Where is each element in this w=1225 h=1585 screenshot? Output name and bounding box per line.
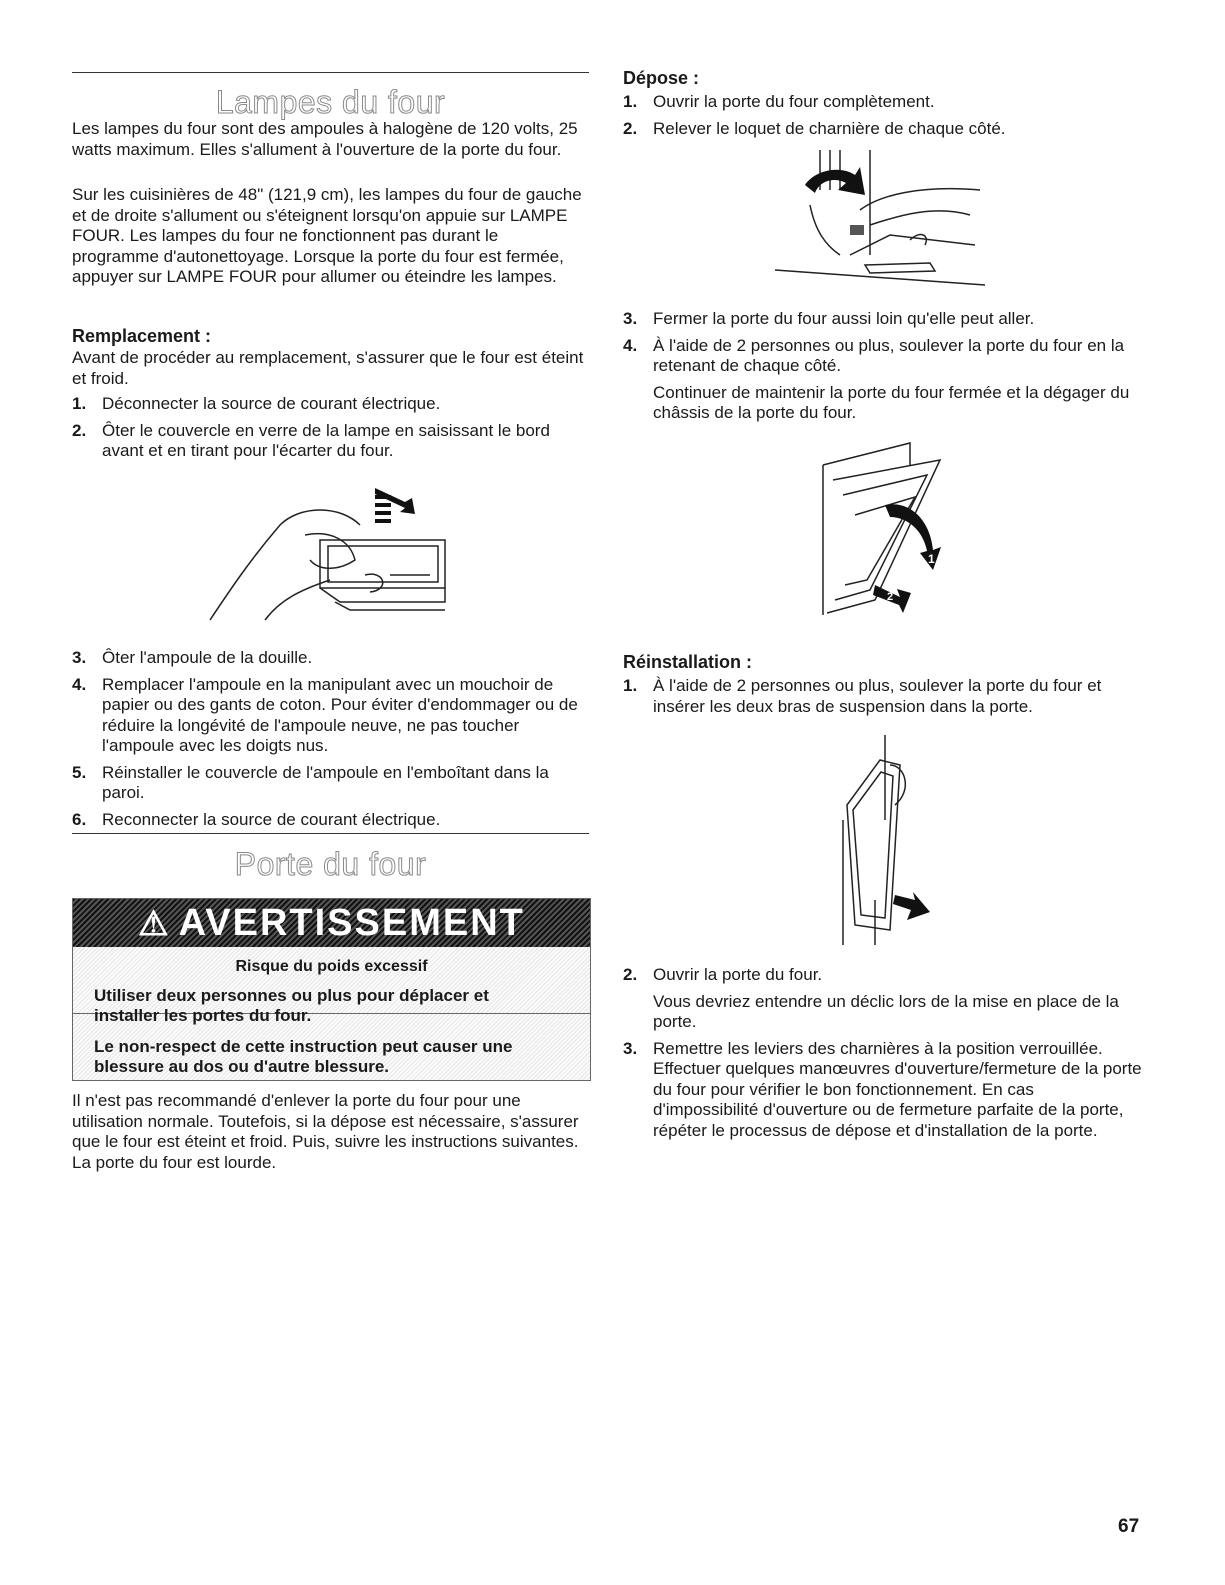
list-item: 4. Remplacer l'ampoule en la manipulant avec un mouchoir de papier ou des gants de coton. Pour éviter d'endommager ou de réduire la longévité de l'ampoule neuve, ne pas toucher l'ampoule avec les doigts nus. bbox=[72, 674, 578, 755]
list-item: 6. Reconnecter la source de courant électrique. bbox=[72, 809, 441, 829]
list-item: 2. Ouvrir la porte du four. bbox=[623, 965, 823, 984]
lamp-cover-illustration bbox=[190, 480, 460, 625]
warning-line-2-text: Le non-respect de cette instruction peut causer une blessure au dos ou d'autre blessure. bbox=[94, 1037, 513, 1076]
list-item: 1. À l'aide de 2 personnes ou plus, soulever la porte du four et insérer les deux bras de suspension dans la porte. bbox=[623, 676, 1102, 716]
hinge-latch-illustration bbox=[770, 145, 995, 290]
replacement-steps-a bbox=[72, 394, 589, 462]
removal-steps-a bbox=[623, 92, 1143, 139]
warning-title: Risque du poids excessif bbox=[235, 958, 428, 975]
list-item: 2. Relever le loquet de charnière de chaque côté. bbox=[623, 118, 1006, 138]
removal-steps-b bbox=[623, 309, 1143, 424]
warning-triangle-icon: ⚠ bbox=[138, 905, 171, 943]
hanger-arm-illustration bbox=[835, 730, 935, 950]
list-item: 1. Ouvrir la porte du four complètement. bbox=[623, 92, 935, 111]
section-title-lampes: Lampes du four bbox=[215, 84, 446, 120]
list-item: 3. Remettre les leviers des charnières à la position verrouillée. Effectuer quelques manœuvres d'ouverture/fermeture de la porte du four pour vérifier le bon fonctionnement. En cas d'impossibilité d'ouverture ou de fermeture parfaite de la porte, répéter le processus de dépose et d'installation de la porte. bbox=[623, 1038, 1142, 1140]
list-item: 4. À l'aide de 2 personnes ou plus, soulever la porte du four en la retenant de chaque côté. bbox=[623, 335, 1125, 375]
removal-note: Continuer de maintenir la porte du four fermée et la dégager du châssis de la porte du four. bbox=[653, 382, 1130, 422]
door-intro-paragraph: Il n'est pas recommandé d'enlever la porte du four pour une utilisation normale. Toutefois, si la dépose est nécessaire, s'assurer que le four est éteint et froid. Puis, suivre les instructions suivantes. La porte du four est lourde. bbox=[72, 1091, 579, 1172]
replacement-intro: Avant de procéder au remplacement, s'assurer que le four est éteint et froid. bbox=[72, 348, 584, 388]
svg-text:1: 1 bbox=[928, 552, 935, 566]
warning-header: ⚠ AVERTISSEMENT bbox=[73, 899, 590, 947]
reinstall-heading: Réinstallation : bbox=[623, 652, 753, 672]
intro-paragraph-1: Les lampes du four sont des ampoules à halogène de 120 volts, 25 watts maximum. Elles s'allument à l'ouverture de la porte du four. bbox=[72, 119, 578, 159]
section-rule bbox=[72, 833, 589, 834]
reinstall-note: Vous devriez entendre un déclic lors de la mise en place de la porte. bbox=[653, 991, 1119, 1031]
list-item: 1. Déconnecter la source de courant électrique. bbox=[72, 394, 441, 413]
reinstall-steps-rest bbox=[623, 965, 1143, 1141]
list-item: 2. Ôter le couvercle en verre de la lampe en saisissant le bord avant et en tirant pour l'écarter du four. bbox=[72, 420, 550, 460]
list-item: 3. Ôter l'ampoule de la douille. bbox=[72, 648, 313, 667]
door-lift-illustration bbox=[815, 435, 955, 620]
page-number: 67 bbox=[1118, 1516, 1140, 1537]
list-item: 5. Réinstaller le couvercle de l'ampoule en l'emboîtant dans la paroi. bbox=[72, 762, 549, 802]
removal-heading: Dépose : bbox=[623, 68, 700, 88]
reinstall-step-1 bbox=[623, 676, 1143, 717]
svg-text:2: 2 bbox=[887, 591, 894, 603]
replacement-steps-b bbox=[72, 648, 589, 830]
top-rule bbox=[72, 72, 589, 73]
warning-line-1-text: Utiliser deux personnes ou plus pour déplacer et installer les portes du four. bbox=[94, 986, 489, 1025]
list-item: 3. Fermer la porte du four aussi loin qu'elle peut aller. bbox=[623, 309, 1035, 328]
intro-paragraph-2: Sur les cuisinières de 48" (121,9 cm), les lampes du four de gauche et de droite s'allument ou s'éteignent lorsqu'on appuie sur LAMPE FOUR. Les lampes du four ne fonctionnent pas durant le programme d'autonettoyage. Lorsque la porte du four est fermée, appuyer sur LAMPE FOUR pour allumer ou éteindre les lampes. bbox=[72, 185, 582, 286]
replacement-heading: Remplacement : bbox=[72, 326, 212, 346]
section-title-porte: Porte du four bbox=[234, 846, 427, 882]
